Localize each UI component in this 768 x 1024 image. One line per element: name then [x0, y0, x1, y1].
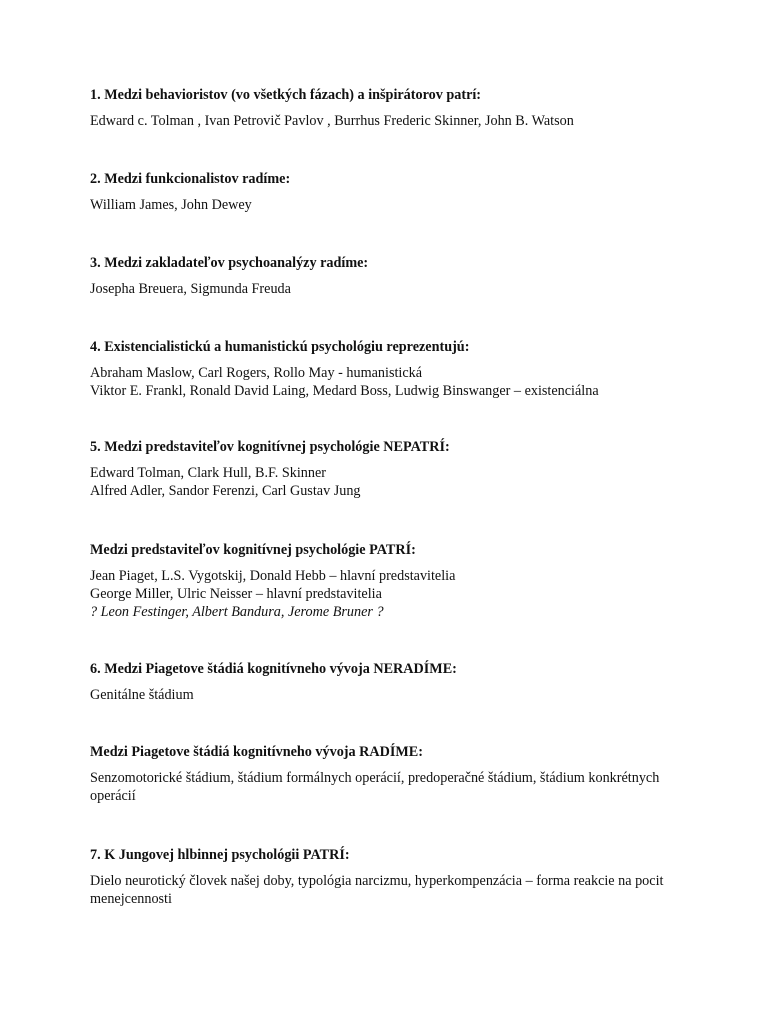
question-6-answer	[90, 686, 690, 704]
question-5-title: 5. Medzi predstaviteľov kognitívnej psychológie NEPATRÍ:	[90, 439, 450, 455]
answer-line: Abraham Maslow, Carl Rogers, Rollo May - humanistická	[90, 365, 423, 381]
answer-line: George Miller, Ulric Neisser – hlavní predstavitelia	[90, 586, 382, 602]
question-3	[90, 254, 690, 298]
question-2-title: 2. Medzi funkcionalistov radíme:	[90, 171, 291, 187]
answer-line: Senzomotorické štádium, štádium formálnych operácií, predoperačné štádium, štádium konkrétnych operácií	[90, 770, 660, 804]
question-5b-answer	[90, 567, 690, 621]
answer-line: Edward Tolman, Clark Hull, B.F. Skinner	[90, 465, 327, 481]
question-2	[90, 170, 690, 214]
question-6-title: 6. Medzi Piagetove štádiá kognitívneho vývoja NERADÍME:	[90, 661, 457, 677]
question-4-title: 4. Existencialistickú a humanistickú psychológiu reprezentujú:	[90, 339, 470, 355]
question-5b-title: Medzi predstaviteľov kognitívnej psychológie PATRÍ:	[90, 542, 416, 558]
answer-line: William James, John Dewey	[90, 197, 252, 213]
answer-line: Viktor E. Frankl, Ronald David Laing, Medard Boss, Ludwig Binswanger – existenciálna	[90, 383, 599, 399]
question-4	[90, 338, 690, 400]
answer-line: Josepha Breuera, Sigmunda Freuda	[90, 281, 291, 297]
question-6b	[90, 743, 690, 805]
question-7-answer	[90, 872, 690, 908]
question-6b-title: Medzi Piagetove štádiá kognitívneho vývoja RADÍME:	[90, 744, 423, 760]
answer-line: Genitálne štádium	[90, 687, 194, 703]
answer-line: Edward c. Tolman , Ivan Petrovič Pavlov , Burrhus Frederic Skinner, John B. Watson	[90, 113, 574, 129]
question-6	[90, 660, 690, 704]
answer-line-uncertain: ? Leon Festinger, Albert Bandura, Jerome Bruner ?	[90, 604, 384, 620]
question-5b	[90, 541, 690, 621]
question-2-answer	[90, 196, 690, 214]
question-7	[90, 846, 690, 908]
answer-line: Dielo neurotický človek našej doby, typológia narcizmu, hyperkompenzácia – forma reakcie na pocit menejcennosti	[90, 873, 664, 907]
question-1-title: 1. Medzi behavioristov (vo všetkých fázach) a inšpirátorov patrí:	[90, 87, 482, 103]
question-3-title: 3. Medzi zakladateľov psychoanalýzy radíme:	[90, 255, 369, 271]
question-7-title: 7. K Jungovej hlbinnej psychológii PATRÍ:	[90, 847, 350, 863]
question-5-answer	[90, 464, 690, 500]
question-1-answer	[90, 112, 690, 130]
answer-line: Alfred Adler, Sandor Ferenzi, Carl Gustav Jung	[90, 483, 361, 499]
question-6b-answer	[90, 769, 690, 805]
question-5	[90, 438, 690, 500]
question-3-answer	[90, 280, 690, 298]
answer-line: Jean Piaget, L.S. Vygotskij, Donald Hebb – hlavní predstavitelia	[90, 568, 456, 584]
question-1	[90, 86, 690, 130]
question-4-answer	[90, 364, 690, 400]
